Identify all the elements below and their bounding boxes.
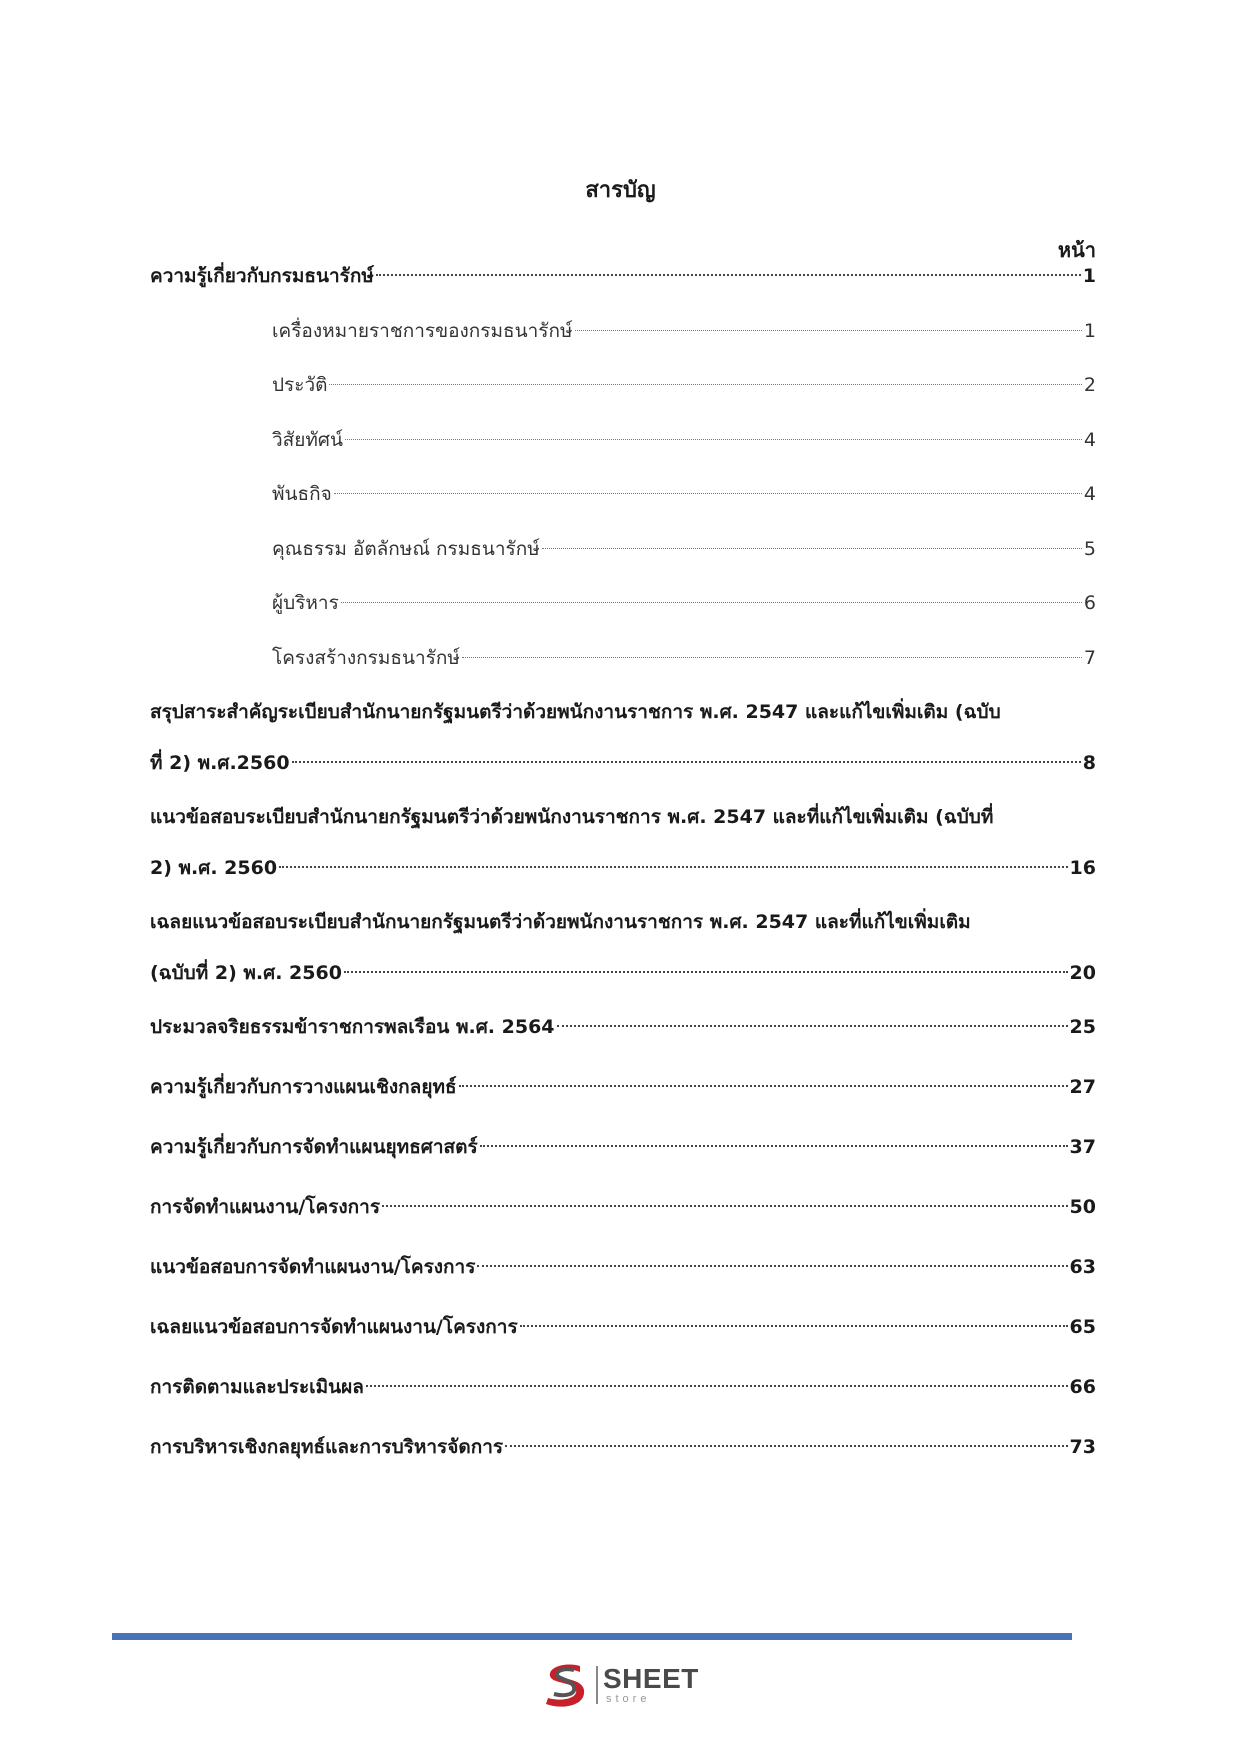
page-number: 4 xyxy=(1083,429,1096,451)
leader-dots xyxy=(334,493,1082,494)
page-number: 50 xyxy=(1069,1196,1096,1218)
page-number: 7 xyxy=(1083,647,1096,669)
footer-rule xyxy=(112,1633,1072,1640)
toc-entry-vision[interactable]: วิสัยทัศน์ 4 xyxy=(272,418,1096,462)
toc-entry-monitoring-evaluation[interactable]: การติดตามและประเมินผล 66 xyxy=(150,1365,1096,1409)
leader-dots xyxy=(505,1445,1067,1447)
page-number: 1 xyxy=(1082,265,1096,287)
leader-dots xyxy=(520,1325,1068,1327)
toc-entry-values[interactable]: คุณธรรม อัตลักษณ์ กรมธนารักษ์ 5 xyxy=(272,527,1096,571)
toc-entry-emblem[interactable]: เครื่องหมายราชการของกรมธนารักษ์ 1 xyxy=(272,309,1096,353)
toc-entry-project-answers[interactable]: เฉลยแนวข้อสอบการจัดทำแผนงาน/โครงการ 65 xyxy=(150,1305,1096,1349)
toc-entry-mission[interactable]: พันธกิจ 4 xyxy=(272,472,1096,516)
toc-entry-structure[interactable]: โครงสร้างกรมธนารักษ์ 7 xyxy=(272,636,1096,680)
page-number: 8 xyxy=(1082,752,1096,774)
toc-entry-strategic-planning[interactable]: ความรู้เกี่ยวกับการวางแผนเชิงกลยุทธ์ 27 xyxy=(150,1065,1096,1109)
toc-entry-strategic-management[interactable]: การบริหารเชิงกลยุทธ์และการบริหารจัดการ 73 xyxy=(150,1425,1096,1469)
logo-subtext: store xyxy=(606,1693,651,1705)
page-number: 6 xyxy=(1083,592,1096,614)
leader-dots xyxy=(459,1085,1068,1087)
leader-dots xyxy=(480,1145,1068,1147)
page-column-label: หน้า xyxy=(1057,238,1096,262)
toc-entry-regulation-practice[interactable]: แนวข้อสอบระเบียบสำนักนายกรัฐมนตรีว่าด้วยพนักงานราชการ พ.ศ. 2547 และที่แก้ไขเพิ่มเติม (ฉบับที่ 2) พ.ศ. 2560 16 xyxy=(150,795,1096,890)
page-number: 27 xyxy=(1069,1076,1096,1098)
toc-entry-history[interactable]: ประวัติ 2 xyxy=(272,363,1096,407)
page-number: 16 xyxy=(1069,857,1096,879)
page-number: 4 xyxy=(1083,483,1096,505)
leader-dots xyxy=(462,657,1082,658)
toc-entry-project-planning[interactable]: การจัดทำแผนงาน/โครงการ 50 xyxy=(150,1185,1096,1229)
page-number: 66 xyxy=(1069,1376,1096,1398)
page-number: 37 xyxy=(1069,1136,1096,1158)
leader-dots xyxy=(575,330,1082,331)
toc-entry-regulation-answers[interactable]: เฉลยแนวข้อสอบระเบียบสำนักนายกรัฐมนตรีว่าด้วยพนักงานราชการ พ.ศ. 2547 และที่แก้ไขเพิ่มเติม (ฉบับที่ 2) พ.ศ. 2560 20 xyxy=(150,900,1096,995)
leader-dots xyxy=(542,548,1082,549)
toc-entry-strategy-plan[interactable]: ความรู้เกี่ยวกับการจัดทำแผนยุทธศาสตร์ 37 xyxy=(150,1125,1096,1169)
leader-dots xyxy=(382,1205,1067,1207)
leader-dots xyxy=(477,1265,1067,1267)
page-number: 1 xyxy=(1083,320,1096,342)
leader-dots xyxy=(344,971,1068,973)
page-number: 20 xyxy=(1069,962,1096,984)
leader-dots xyxy=(292,761,1081,763)
page-number: 5 xyxy=(1083,538,1096,560)
sheet-store-logo-mark-icon xyxy=(540,1660,592,1708)
page-number: 2 xyxy=(1083,374,1096,396)
page-number: 63 xyxy=(1069,1256,1096,1278)
leader-dots xyxy=(345,439,1082,440)
leader-dots xyxy=(376,274,1081,276)
leader-dots xyxy=(279,866,1068,868)
toc-entry-executives[interactable]: ผู้บริหาร 6 xyxy=(272,581,1096,625)
leader-dots xyxy=(329,384,1081,385)
logo-separator xyxy=(596,1666,598,1704)
toc-entry-project-practice[interactable]: แนวข้อสอบการจัดทำแผนงาน/โครงการ 63 xyxy=(150,1245,1096,1289)
toc-entry-ethics-code[interactable]: ประมวลจริยธรรมข้าราชการพลเรือน พ.ศ. 2564 25 xyxy=(150,1005,1096,1049)
page-number: 65 xyxy=(1069,1316,1096,1338)
toc-entry-treasury-knowledge[interactable]: ความรู้เกี่ยวกับกรมธนารักษ์ 1 xyxy=(150,254,1096,298)
leader-dots xyxy=(341,602,1082,603)
sheet-store-logo xyxy=(540,1660,710,1708)
page-number: 73 xyxy=(1069,1436,1096,1458)
logo-wordmark: SHEET xyxy=(603,1663,699,1694)
page-number: 25 xyxy=(1069,1016,1096,1038)
toc-entry-regulation-summary[interactable]: สรุปสาระสำคัญระเบียบสำนักนายกรัฐมนตรีว่าด้วยพนักงานราชการ พ.ศ. 2547 และแก้ไขเพิ่มเติม (ฉบับ ที่ 2) พ.ศ.2560 8 xyxy=(150,690,1096,785)
leader-dots xyxy=(557,1025,1068,1027)
page-title: สารบัญ xyxy=(585,178,656,203)
leader-dots xyxy=(366,1385,1068,1387)
